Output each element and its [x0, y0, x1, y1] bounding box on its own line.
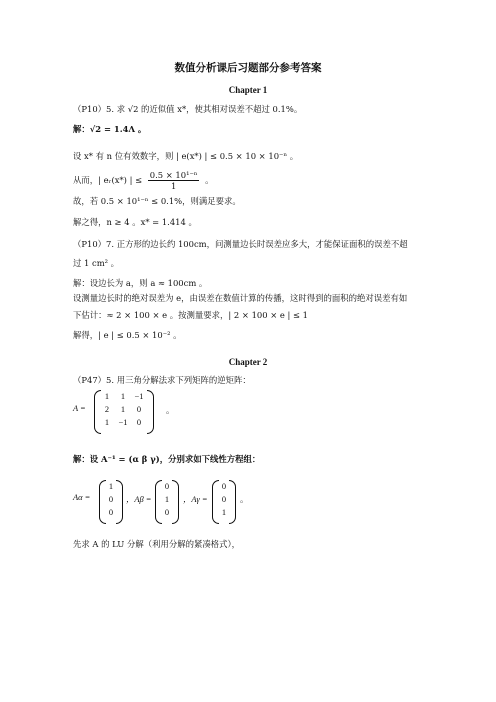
matrix-cell: 1 [120, 405, 126, 414]
problem-p47-5: （P47）5. 用三角分解法求下列矩阵的逆矩阵： [73, 375, 251, 385]
solution-line: 先求 A 的 LU 分解（利用分解的紧凑格式）， [73, 539, 241, 549]
vector-e1 [99, 480, 123, 524]
problem-p10-5: （P10）5. 求 √2 的近似值 x*，使其相对误差不超过 0.1%。 [73, 104, 303, 114]
solution-line [73, 170, 214, 191]
right-bracket [172, 480, 179, 524]
matrix-cell: 0 [136, 418, 142, 427]
left-bracket [212, 480, 219, 524]
fraction-denominator: 1 [170, 181, 177, 191]
fraction-numerator: 0.5 × 10¹⁻ⁿ [149, 170, 198, 180]
relative-error-label: 从而，| eᵣ(x*) | ≤ [73, 175, 143, 185]
matrix-A [94, 390, 154, 434]
solution-p10-7: 解：设边长为 a，则 a ≈ 100cm 。 [73, 278, 208, 288]
problem-p10-7: （P10）7. 正方形的边长约 100cm，问测量边长时误差应多大，才能保证面积的误差不超 [73, 239, 408, 249]
relative-error-end: 。 [205, 175, 214, 185]
left-bracket [99, 480, 106, 524]
matrix-A-label: A = [73, 404, 86, 413]
matrix-A-end: 。 [166, 405, 175, 415]
right-bracket [147, 390, 154, 434]
matrix-cell: 1 [120, 392, 126, 401]
eq-label-gamma: ，Aγ = [183, 495, 208, 504]
matrix-cell: 2 [104, 405, 110, 414]
problem-p10-7-cont: 过 1 cm² 。 [73, 258, 120, 268]
matrix-cell: 1 [104, 392, 110, 401]
solution-line: 故，若 0.5 × 10¹⁻ⁿ ≤ 0.1%，则满足要求。 [73, 196, 241, 206]
vector-cell: 1 [221, 508, 227, 517]
vector-cell: 0 [221, 482, 227, 491]
solution-line: 设测量边长时的绝对误差为 e，由误差在数值计算的传播，这时得到的面积的绝对误差有如 [73, 293, 408, 303]
vector-cell: 0 [164, 482, 170, 491]
left-bracket [155, 480, 162, 524]
vector-cell: 0 [108, 508, 114, 517]
right-bracket [116, 480, 123, 524]
chapter-2-heading: Chapter 2 [228, 357, 268, 367]
vector-cell: 1 [164, 495, 170, 504]
chapter-1-heading: Chapter 1 [228, 85, 268, 95]
matrix-cell: 1 [104, 418, 110, 427]
right-bracket [229, 480, 236, 524]
solution-line: 解之得，n ≥ 4 。x* = 1.414 。 [73, 217, 197, 227]
document-title: 数值分析课后习题部分参考答案 [174, 62, 322, 74]
matrix-cell: 0 [136, 405, 142, 414]
vector-cell: 0 [164, 508, 170, 517]
matrix-cell: −1 [118, 418, 128, 427]
solution-line: 设 x* 有 n 位有效数字，则 | e(x*) | ≤ 0.5 × 10 × 10⁻ⁿ 。 [73, 151, 299, 161]
matrix-cell: −1 [134, 392, 144, 401]
vector-cell: 0 [221, 495, 227, 504]
eq-label-beta: ，Aβ = [126, 495, 152, 504]
vector-cell: 1 [108, 482, 114, 491]
vector-e2 [155, 480, 179, 524]
solution-line: 解得，| e | ≤ 0.5 × 10⁻² 。 [73, 330, 182, 340]
solution-line: 下估计：≈ 2 × 100 × e 。按测量要求，| 2 × 100 × e | ≤ 1 [73, 310, 309, 320]
vector-e3 [212, 480, 236, 524]
vector-cell: 0 [108, 495, 114, 504]
eq-end: 。 [240, 494, 249, 504]
solution-p10-5: 解：√2 = 1.4Λ 。 [73, 124, 147, 134]
solution-p47-5: 解：设 A⁻¹ = (α β γ)，分别求如下线性方程组： [73, 454, 261, 464]
fraction [148, 170, 200, 191]
eq-label-alpha: Aα = [73, 493, 91, 502]
